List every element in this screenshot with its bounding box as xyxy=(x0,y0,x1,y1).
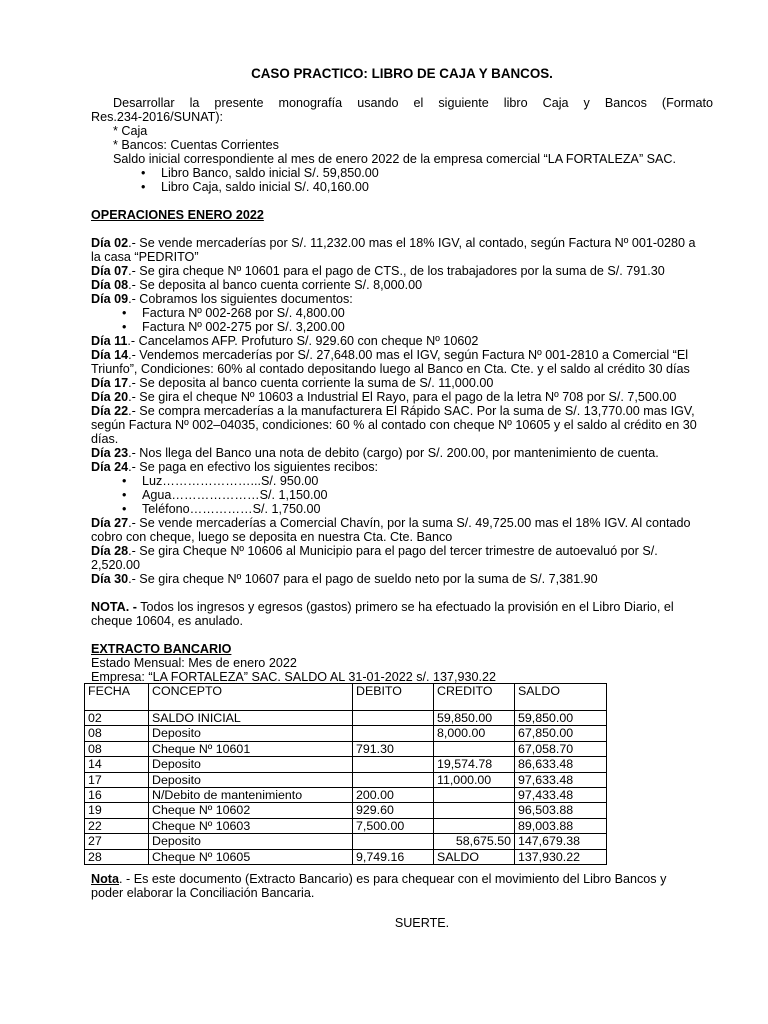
cell-concepto: Cheque Nº 10601 xyxy=(149,741,353,756)
dia28-line-2: 2,520.00 xyxy=(91,558,141,572)
closing-text: SUERTE. xyxy=(394,916,450,930)
list-item: • Factura Nº 002-268 por S/. 4,800.00 xyxy=(122,306,345,320)
cell-saldo: 97,633.48 xyxy=(515,772,607,787)
cell-debito: 9,749.16 xyxy=(353,849,434,864)
cell-saldo: 67,058.70 xyxy=(515,741,607,756)
cell-fecha: 14 xyxy=(85,757,149,772)
list-item: • Agua…………………S/. 1,150.00 xyxy=(122,488,328,502)
column-header-saldo: SALDO xyxy=(515,684,607,711)
table-row xyxy=(85,803,607,818)
cell-credito: 8,000.00 xyxy=(434,726,515,741)
table-row xyxy=(85,818,607,833)
column-header-fecha: FECHA xyxy=(85,684,149,711)
cell-saldo: 86,633.48 xyxy=(515,757,607,772)
dia22-line-2: según Factura Nº 002–04035, condiciones: 60 % al contado con cheque Nº 10605 y el saldo al crédito en 30 xyxy=(91,418,697,432)
cell-saldo: 67,850.00 xyxy=(515,726,607,741)
dia28-line-1: Día 28.- Se gira Cheque Nº 10606 al Municipio para el pago del tercer trimestre de autoevaluó por S/. xyxy=(91,544,658,558)
table-row xyxy=(85,834,607,849)
table-row xyxy=(85,757,607,772)
dia08-line: Día 08.- Se deposita al banco cuenta corriente S/. 8,000.00 xyxy=(91,278,423,292)
extracto-empresa: Empresa: “LA FORTALEZA” SAC. SALDO AL 31-01-2022 s/. 137,930.22 xyxy=(91,670,497,684)
table-row xyxy=(85,741,607,756)
intro-item-bancos: * Bancos: Cuentas Corrientes xyxy=(113,138,279,152)
table-row xyxy=(85,849,607,864)
list-item: • Teléfono……………S/. 1,750.00 xyxy=(122,502,321,516)
document-title: CASO PRACTICO: LIBRO DE CAJA Y BANCOS. xyxy=(251,66,553,81)
list-item: • Factura Nº 002-275 por S/. 3,200.00 xyxy=(122,320,345,334)
cell-concepto: Deposito xyxy=(149,834,353,849)
dia02-line-2: la casa “PEDRITO” xyxy=(91,250,199,264)
cell-credito: 19,574.78 xyxy=(434,757,515,772)
cell-concepto: Cheque Nº 10605 xyxy=(149,849,353,864)
dia22-line-3: días. xyxy=(91,432,119,446)
extracto-estado: Estado Mensual: Mes de enero 2022 xyxy=(91,656,297,670)
intro-item-caja: * Caja xyxy=(113,124,148,138)
cell-credito xyxy=(434,741,515,756)
cell-saldo: 89,003.88 xyxy=(515,818,607,833)
cell-concepto: Deposito xyxy=(149,772,353,787)
cell-credito: 59,850.00 xyxy=(434,711,515,726)
nota-2-line-2: poder elaborar la Conciliación Bancaria. xyxy=(91,886,315,900)
cell-fecha: 28 xyxy=(85,849,149,864)
column-header-concepto: CONCEPTO xyxy=(149,684,353,711)
table-header-row xyxy=(85,684,607,711)
cell-credito: 11,000.00 xyxy=(434,772,515,787)
intro-saldo: Saldo inicial correspondiente al mes de enero 2022 de la empresa comercial “LA FORTALEZA” SAC. xyxy=(113,152,677,166)
cell-fecha: 17 xyxy=(85,772,149,787)
table-row xyxy=(85,772,607,787)
bullet-icon: • xyxy=(141,180,146,194)
dia23-line: Día 23.- Nos llega del Banco una nota de debito (cargo) por S/. 200.00, por mantenimiento de cuenta. xyxy=(91,446,659,460)
dia27-line-2: cobro con cheque, luego se deposita en nuestra Cta. Cte. Banco xyxy=(91,530,453,544)
cell-credito: SALDO xyxy=(434,849,515,864)
dia14-line-1: Día 14.- Vendemos mercaderías por S/. 27,648.00 mas el IGV, según Factura Nº 001-2810 a Comercial “El xyxy=(91,348,689,362)
column-header-credito: CREDITO xyxy=(434,684,515,711)
extracto-heading: EXTRACTO BANCARIO xyxy=(91,642,232,656)
cell-fecha: 02 xyxy=(85,711,149,726)
cell-credito xyxy=(434,787,515,802)
nota-1-line-1: NOTA. - Todos los ingresos y egresos (gastos) primero se ha efectuado la provisión en el Libro Diario, el xyxy=(91,600,674,614)
list-item: • Libro Banco, saldo inicial S/. 59,850.00 xyxy=(141,166,379,180)
dia07-line: Día 07.- Se gira cheque Nº 10601 para el pago de CTS., de los trabajadores por la suma de S/. 791.30 xyxy=(91,264,665,278)
table-row xyxy=(85,711,607,726)
cell-fecha: 27 xyxy=(85,834,149,849)
cell-debito: 200.00 xyxy=(353,787,434,802)
cell-fecha: 08 xyxy=(85,741,149,756)
nota-1-line-2: cheque 10604, es anulado. xyxy=(91,614,243,628)
table-row xyxy=(85,787,607,802)
dia22-line-1: Día 22.- Se compra mercaderías a la manufacturera El Rápido SAC. Por la suma de S/. 13,770.00 mas IGV, xyxy=(91,404,695,418)
cell-fecha: 22 xyxy=(85,818,149,833)
intro-line-2: Res.234-2016/SUNAT): xyxy=(91,110,224,124)
cell-fecha: 19 xyxy=(85,803,149,818)
intro-line-1: Desarrollar la presente monografía usando el siguiente libro Caja y Bancos (Formato xyxy=(113,96,713,110)
dia24-line: Día 24.- Se paga en efectivo los siguientes recibos: xyxy=(91,460,379,474)
cell-saldo: 59,850.00 xyxy=(515,711,607,726)
cell-debito xyxy=(353,834,434,849)
dia27-line-1: Día 27.- Se vende mercaderías a Comercial Chavín, por la suma S/. 49,725.00 mas el 18% IGV. Al contado xyxy=(91,516,691,530)
cell-debito xyxy=(353,711,434,726)
cell-credito: 58,675.50 xyxy=(434,834,515,849)
cell-debito xyxy=(353,772,434,787)
list-item: • Libro Caja, saldo inicial S/. 40,160.00 xyxy=(141,180,369,194)
column-header-debito: DEBITO xyxy=(353,684,434,711)
table-row xyxy=(85,726,607,741)
bullet-icon: • xyxy=(122,502,127,516)
dia20-line: Día 20.- Se gira el cheque Nº 10603 a Industrial El Rayo, para el pago de la letra Nº 708 por S/. 7,500.00 xyxy=(91,390,677,404)
dia14-line-2: Triunfo”, Condiciones: 60% al contado depositando luego al Banco en Cta. Cte. y el saldo al crédito 30 días xyxy=(91,362,690,376)
operaciones-heading: OPERACIONES ENERO 2022 xyxy=(91,208,264,222)
dia09-line: Día 09.- Cobramos los siguientes documentos: xyxy=(91,292,353,306)
cell-fecha: 16 xyxy=(85,787,149,802)
cell-concepto: SALDO INICIAL xyxy=(149,711,353,726)
bullet-icon: • xyxy=(141,166,146,180)
cell-concepto: Cheque Nº 10603 xyxy=(149,818,353,833)
dia17-line: Día 17.- Se deposita al banco cuenta corriente la suma de S/. 11,000.00 xyxy=(91,376,494,390)
cell-debito xyxy=(353,757,434,772)
cell-concepto: N/Debito de mantenimiento xyxy=(149,787,353,802)
cell-saldo: 147,679.38 xyxy=(515,834,607,849)
cell-debito: 7,500.00 xyxy=(353,818,434,833)
bullet-icon: • xyxy=(122,306,127,320)
cell-saldo: 96,503.88 xyxy=(515,803,607,818)
cell-concepto: Cheque Nº 10602 xyxy=(149,803,353,818)
cell-debito: 929.60 xyxy=(353,803,434,818)
list-item: • Luz…………………...S/. 950.00 xyxy=(122,474,319,488)
bullet-icon: • xyxy=(122,488,127,502)
cell-debito xyxy=(353,726,434,741)
cell-credito xyxy=(434,803,515,818)
bullet-icon: • xyxy=(122,320,127,334)
cell-concepto: Deposito xyxy=(149,757,353,772)
nota-2-line-1: Nota. - Es este documento (Extracto Bancario) es para chequear con el movimiento del Libro Bancos y xyxy=(91,872,667,886)
dia30-line: Día 30.- Se gira cheque Nº 10607 para el pago de sueldo neto por la suma de S/. 7,381.90 xyxy=(91,572,598,586)
cell-debito: 791.30 xyxy=(353,741,434,756)
bank-statement-table xyxy=(84,683,607,865)
bullet-icon: • xyxy=(122,474,127,488)
cell-concepto: Deposito xyxy=(149,726,353,741)
cell-fecha: 08 xyxy=(85,726,149,741)
dia02-line-1: Día 02.- Se vende mercaderías por S/. 11,232.00 mas el 18% IGV, al contado, según Factura Nº 001-0280 a xyxy=(91,236,696,250)
cell-credito xyxy=(434,818,515,833)
cell-saldo: 137,930.22 xyxy=(515,849,607,864)
cell-saldo: 97,433.48 xyxy=(515,787,607,802)
dia11-line: Día 11.- Cancelamos AFP. Profuturo S/. 929.60 con cheque Nº 10602 xyxy=(91,334,479,348)
